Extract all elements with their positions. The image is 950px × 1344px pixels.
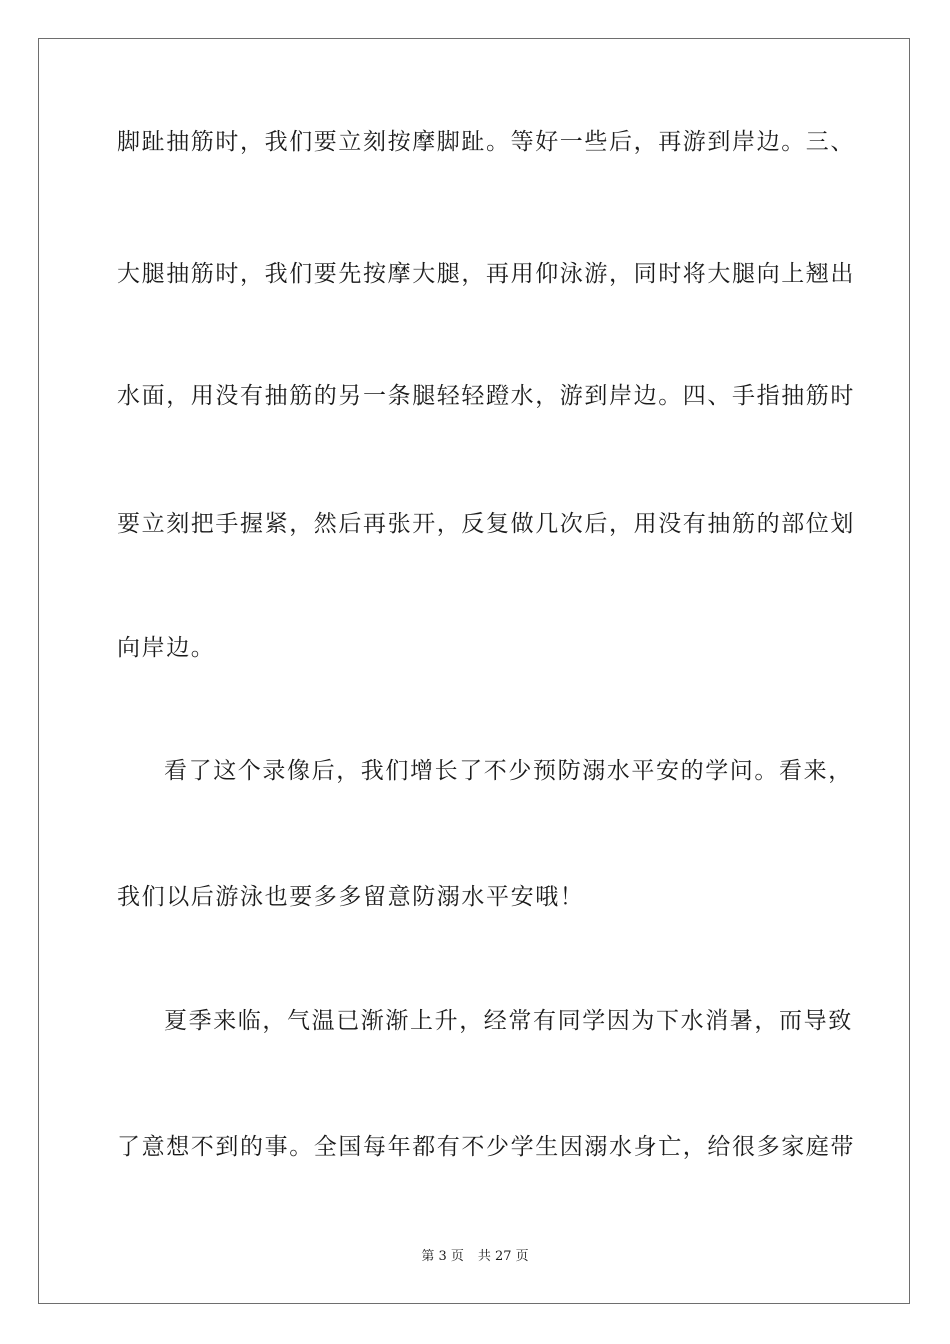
- page-border: [38, 38, 910, 1304]
- paragraph-start-line-6: 看了这个录像后，我们增长了不少预防溺水平安的学问。看来，: [164, 758, 853, 784]
- text-line-5: 向岸边。: [117, 635, 216, 661]
- page-number: 第 3 页: [421, 1249, 464, 1264]
- text-line-4: 要立刻把手握紧，然后再张开，反复做几次后，用没有抽筋的部位划: [117, 511, 855, 537]
- text-line-2: 大腿抽筋时，我们要先按摩大腿，再用仰泳游，同时将大腿向上翘出: [117, 261, 855, 287]
- page-footer: [0, 1248, 950, 1266]
- text-line-1: 脚趾抽筋时，我们要立刻按摩脚趾。等好一些后，再游到岸边。三、: [117, 129, 855, 155]
- text-line-7: 我们以后游泳也要多多留意防溺水平安哦！: [117, 884, 585, 910]
- paragraph-start-line-8: 夏季来临，气温已渐渐上升，经常有同学因为下水消暑，而导致: [164, 1008, 853, 1034]
- page-total: 共 27 页: [477, 1249, 529, 1264]
- text-line-3: 水面，用没有抽筋的另一条腿轻轻蹬水，游到岸边。四、手指抽筋时: [117, 383, 855, 409]
- text-line-9: 了意想不到的事。全国每年都有不少学生因溺水身亡，给很多家庭带: [117, 1134, 855, 1160]
